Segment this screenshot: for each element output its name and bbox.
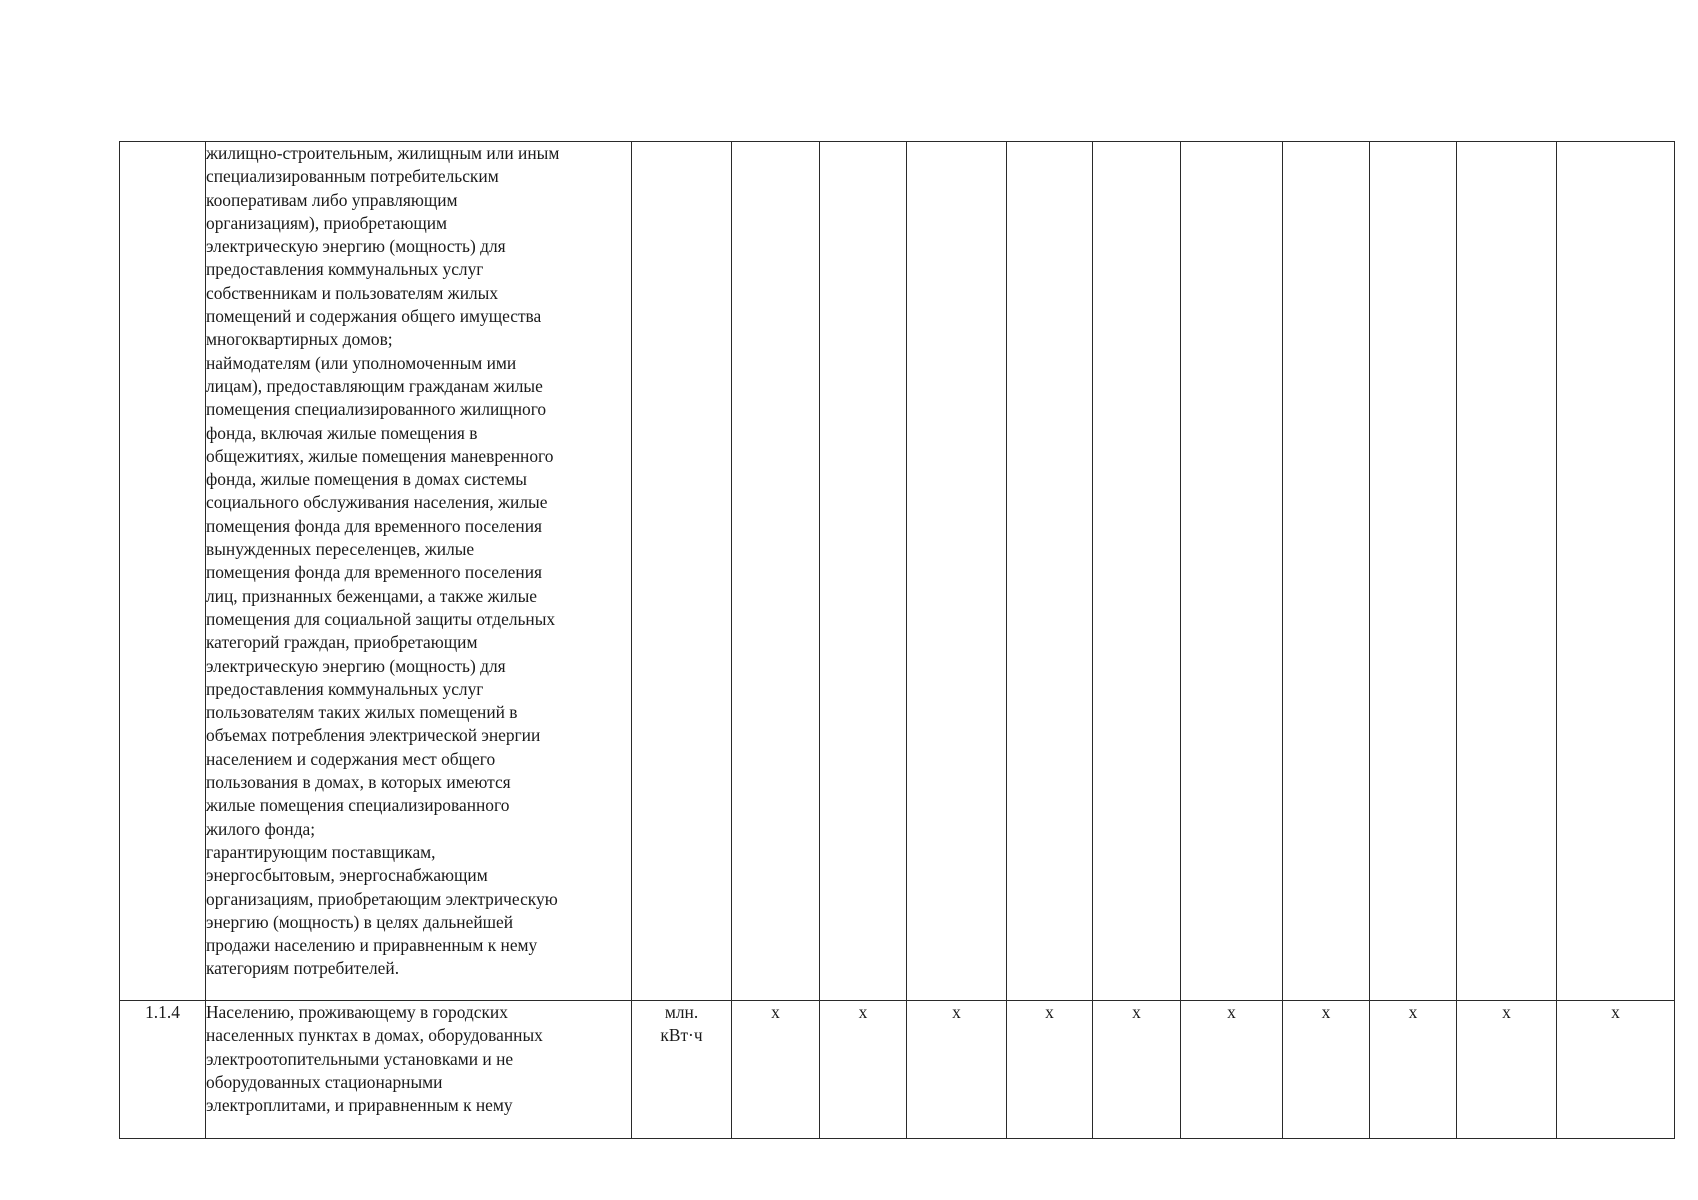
description-line: фонда, включая жилые помещения в (206, 422, 478, 443)
unit-line: кВт·ч (660, 1025, 703, 1046)
value-cell: x (1370, 1001, 1457, 1139)
value-cell: x (732, 1001, 820, 1139)
tariff-table (119, 141, 1675, 1139)
unit-cell (632, 142, 732, 1001)
description-line: жилищно-строительным, жилищным или иным (206, 143, 560, 163)
value-cell (1557, 142, 1675, 1001)
value-cell: x (1283, 1001, 1370, 1139)
description-line: Населению, проживающему в городских (206, 1002, 508, 1022)
description-line: помещения специализированного жилищного (206, 399, 547, 420)
description-line: лицам), предоставляющим гражданам жилые (206, 375, 543, 396)
value-cell: x (1557, 1001, 1675, 1139)
row-number-cell: 1.1.4 (120, 1001, 206, 1139)
description-line: помещения фонда для временного поселения (206, 515, 543, 536)
value-cell: x (907, 1001, 1007, 1139)
description-line: фонда, жилые помещения в домах системы (206, 469, 527, 490)
description-line: специализированным потребительским (206, 166, 499, 187)
description-line: собственникам и пользователям жилых (206, 282, 499, 303)
value-cell (732, 142, 820, 1001)
unit-line: млн. (664, 1002, 699, 1022)
description-line: населением и содержания мест общего (206, 748, 496, 769)
value-cell (1370, 142, 1457, 1001)
description-line: организациям, приобретающим электрическую (206, 888, 558, 909)
description-line: вынужденных переселенцев, жилые (206, 539, 475, 560)
description-line: энергию (мощность) в целях дальнейшей (206, 911, 514, 932)
value-cell: x (1181, 1001, 1283, 1139)
description-line: лиц, признанных беженцами, а также жилые (206, 585, 538, 606)
unit-cell (632, 1001, 732, 1139)
description-line: электроплитами, и приравненным к нему (206, 1095, 513, 1116)
value-cell: x (1457, 1001, 1557, 1139)
description-line: электрическую энергию (мощность) для (206, 655, 506, 676)
value-cell: x (1007, 1001, 1093, 1139)
value-cell (907, 142, 1007, 1001)
table-row (120, 1001, 1675, 1139)
description-line: категорий граждан, приобретающим (206, 632, 478, 653)
value-cell (1283, 142, 1370, 1001)
description-line: пользования в домах, в которых имеются (206, 772, 511, 793)
description-line: объемах потребления электрической энергии (206, 725, 541, 746)
value-cell: x (820, 1001, 907, 1139)
value-cell: x (1093, 1001, 1181, 1139)
description-line: помещений и содержания общего имущества (206, 306, 542, 327)
row-number-cell (120, 142, 206, 1001)
description-line: электроотопительными установками и не (206, 1048, 514, 1069)
description-line: гарантирующим поставщикам, (206, 841, 436, 862)
description-line: предоставления коммунальных услуг (206, 259, 484, 280)
value-cell (1093, 142, 1181, 1001)
value-cell (820, 142, 907, 1001)
description-line: многоквартирных домов; (206, 329, 393, 350)
description-line: категориям потребителей. (206, 958, 400, 979)
description-line: энергосбытовым, энергоснабжающим (206, 865, 488, 886)
description-line: общежитиях, жилые помещения маневренного (206, 445, 554, 466)
value-cell (1007, 142, 1093, 1001)
description-line: социального обслуживания населения, жилые (206, 492, 548, 513)
description-line: организациям), приобретающим (206, 212, 448, 233)
value-cell (1181, 142, 1283, 1001)
description-line: предоставления коммунальных услуг (206, 678, 484, 699)
table-row (120, 142, 1675, 1001)
description-line: жилого фонда; (206, 818, 316, 839)
description-line: оборудованных стационарными (206, 1071, 443, 1092)
description-line: наймодателям (или уполномоченным ими (206, 352, 517, 373)
description-line: жилые помещения специализированного (206, 795, 510, 816)
description-line: помещения для социальной защиты отдельных (206, 608, 556, 629)
description-cell (206, 1001, 632, 1139)
description-line: населенных пунктах в домах, оборудованных (206, 1025, 543, 1046)
description-cell (206, 142, 632, 1001)
description-line: электрическую энергию (мощность) для (206, 236, 506, 257)
value-cell (1457, 142, 1557, 1001)
description-line: продажи населению и приравненным к нему (206, 935, 538, 956)
description-line: помещения фонда для временного поселения (206, 562, 543, 583)
description-line: пользователям таких жилых помещений в (206, 702, 518, 723)
description-line: кооперативам либо управляющим (206, 189, 458, 210)
